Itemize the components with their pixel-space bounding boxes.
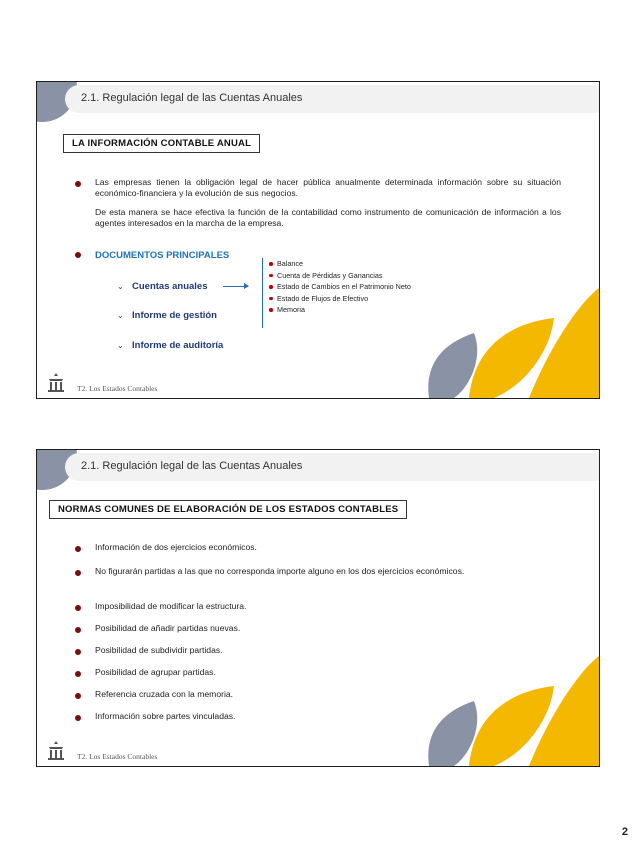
list-item: No figurarán partidas a las que no corresponda importe alguno en los dos ejercicios económicos. bbox=[95, 566, 465, 576]
slide-title: 2.1. Regulación legal de las Cuentas Anuales bbox=[81, 460, 303, 472]
sub-bullet-icon: ⌄ bbox=[117, 311, 124, 320]
bullet-icon bbox=[75, 693, 81, 699]
leaf-decoration bbox=[399, 656, 599, 766]
sub-bullet-icon: ⌄ bbox=[117, 282, 124, 291]
paragraph-1: Las empresas tienen la obligación legal de hacer pública anualmente determinada información sobre su situación económico-financiera y la evolución de sus negocios. bbox=[95, 177, 561, 199]
list-item: Memoria bbox=[269, 304, 411, 316]
item-informe-gestion: Informe de gestión bbox=[132, 310, 217, 321]
section-heading: NORMAS COMUNES DE ELABORACIÓN DE LOS ESTADOS CONTABLES bbox=[49, 500, 407, 519]
list-item: Posibilidad de añadir partidas nuevas. bbox=[95, 623, 241, 633]
bracket-line bbox=[262, 258, 263, 328]
university-shield-icon bbox=[45, 372, 67, 394]
slide-footer: T2. Los Estados Contables bbox=[77, 384, 158, 393]
list-item: Estado de Flujos de Efectivo bbox=[269, 293, 411, 305]
slide-footer: T2. Los Estados Contables bbox=[77, 752, 158, 761]
cuentas-anuales-list bbox=[269, 258, 411, 316]
item-cuentas-anuales: Cuentas anuales bbox=[132, 281, 208, 292]
bullet-icon bbox=[75, 649, 81, 655]
bullet-icon bbox=[75, 252, 81, 258]
page-number: 2 bbox=[621, 826, 628, 838]
bullet-icon bbox=[75, 181, 81, 187]
bullet-icon bbox=[75, 627, 81, 633]
section-heading: LA INFORMACIÓN CONTABLE ANUAL bbox=[63, 134, 260, 153]
list-item: Balance bbox=[269, 258, 411, 270]
paragraph-2: De esta manera se hace efectiva la función de la contabilidad como instrumento de comunicación de información a los agentes interesados en la marcha de la empresa. bbox=[95, 207, 561, 229]
list-item: Referencia cruzada con la memoria. bbox=[95, 689, 234, 699]
leaf-decoration bbox=[399, 288, 599, 398]
header-bar bbox=[65, 453, 600, 481]
list-item: Información sobre partes vinculadas. bbox=[95, 711, 236, 721]
documentos-heading: DOCUMENTOS PRINCIPALES bbox=[95, 250, 230, 261]
slide-title: 2.1. Regulación legal de las Cuentas Anuales bbox=[81, 92, 303, 104]
university-shield-icon bbox=[45, 740, 67, 762]
bullet-icon bbox=[75, 570, 81, 576]
list-item: Posibilidad de subdividir partidas. bbox=[95, 645, 223, 655]
list-item: Cuenta de Pérdidas y Ganancias bbox=[269, 270, 411, 282]
bullet-icon bbox=[75, 546, 81, 552]
header-bar bbox=[65, 85, 600, 113]
bullet-icon bbox=[75, 671, 81, 677]
list-item: Información de dos ejercicios económicos. bbox=[95, 542, 257, 552]
list-item: Estado de Cambios en el Patrimonio Neto bbox=[269, 281, 411, 293]
bullet-icon bbox=[75, 715, 81, 721]
slide-1 bbox=[36, 81, 600, 399]
arrow-right-icon bbox=[223, 286, 247, 287]
item-informe-auditoria: Informe de auditoría bbox=[132, 340, 224, 351]
sub-bullet-icon: ⌄ bbox=[117, 341, 124, 350]
list-item: Imposibilidad de modificar la estructura. bbox=[95, 601, 247, 611]
list-item: Posibilidad de agrupar partidas. bbox=[95, 667, 216, 677]
bullet-icon bbox=[75, 605, 81, 611]
slide-2 bbox=[36, 449, 600, 767]
